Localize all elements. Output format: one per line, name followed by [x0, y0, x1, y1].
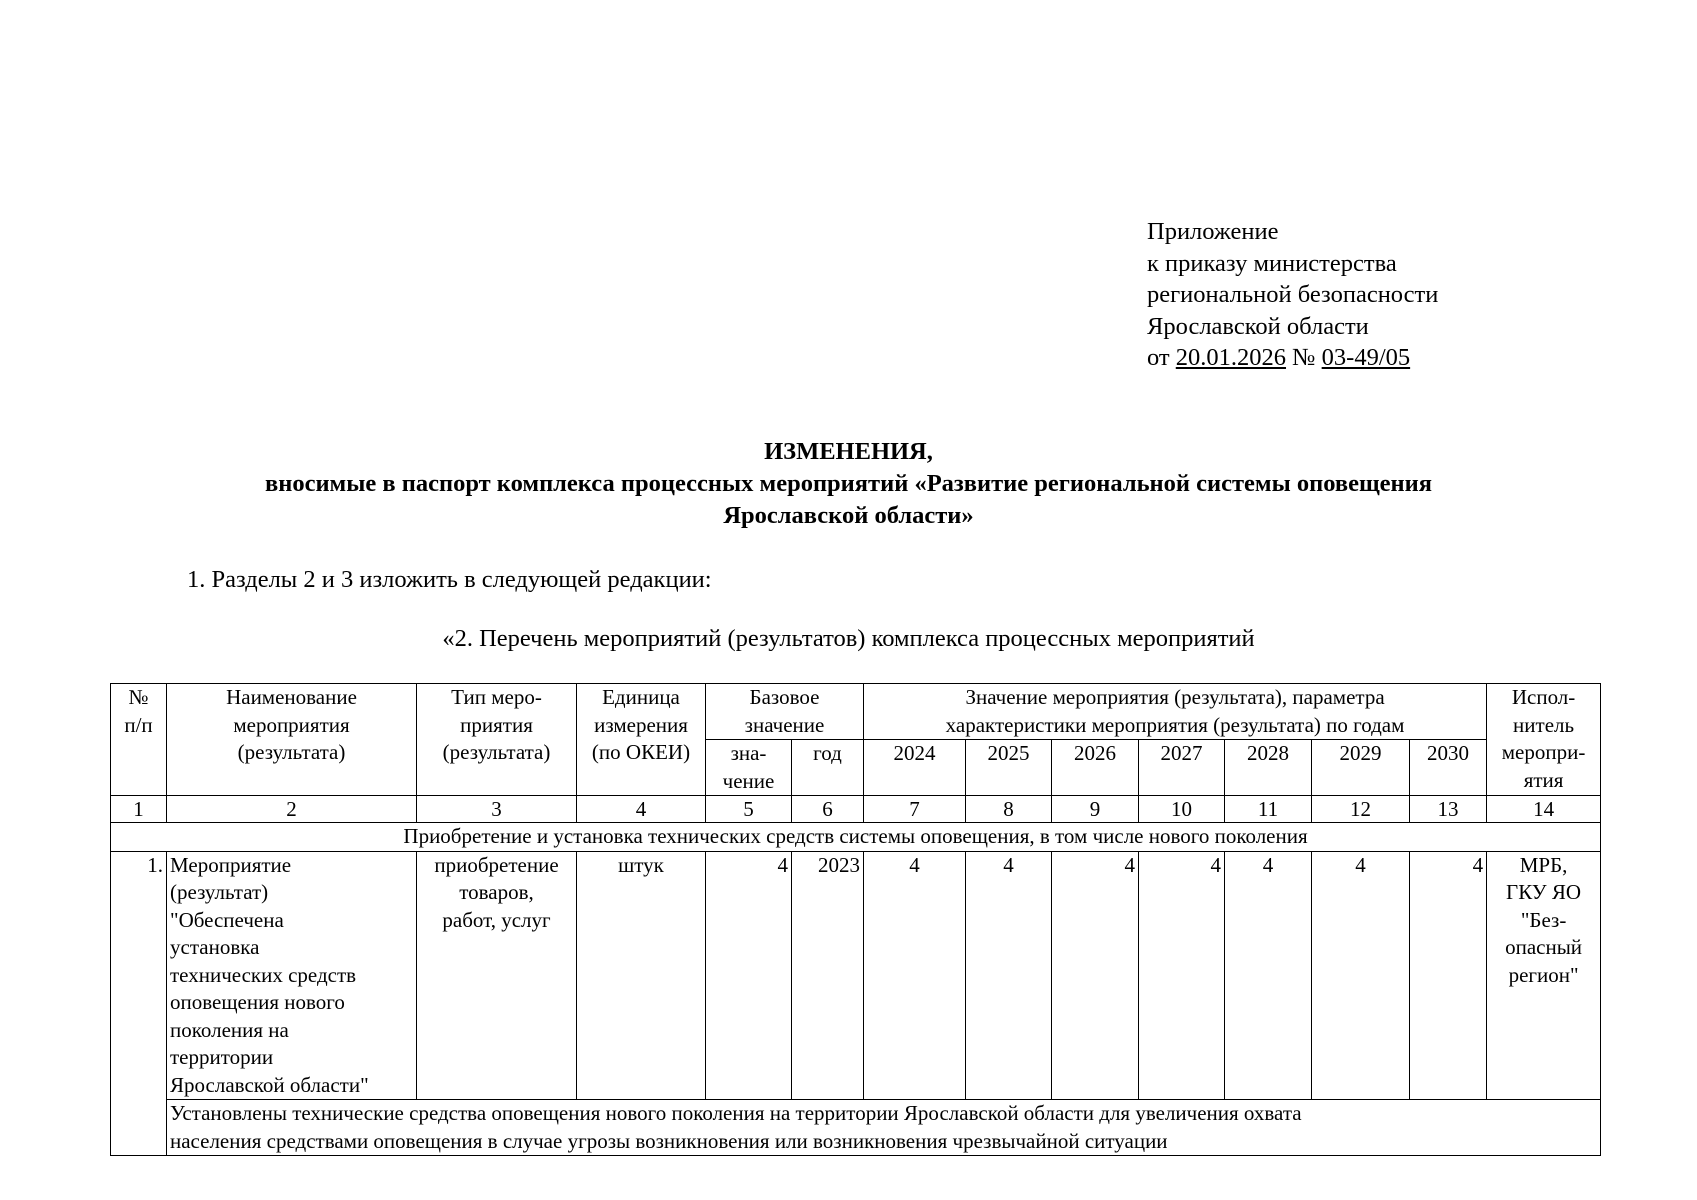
header-unit: Единица измерения (по ОКЕИ) [577, 684, 706, 796]
header-year: 2030 [1410, 740, 1487, 796]
title-line: Ярославской области» [723, 502, 974, 529]
description-row [111, 1100, 1601, 1156]
column-number: 5 [706, 796, 792, 823]
column-number: 7 [864, 796, 966, 823]
measures-table [110, 683, 1601, 1156]
section-row-title: Приобретение и установка технических средств системы оповещения, в том числе нового поколения [111, 823, 1601, 852]
column-number: 1 [111, 796, 167, 823]
header-row [111, 684, 1601, 740]
section-row [111, 823, 1601, 852]
header-name: Наименование мероприятия (результата) [167, 684, 417, 796]
row-base-year: 2023 [792, 851, 864, 1100]
appendix-block [1147, 216, 1438, 374]
row-name: Мероприятие (результат) "Обеспечена установка технических средств оповещения нового поколения на территории Ярославской области" [167, 851, 417, 1100]
row-value: 4 [1139, 851, 1225, 1100]
header-year: 2025 [966, 740, 1052, 796]
row-executor: МРБ, ГКУ ЯО "Без- опасный регион" [1487, 851, 1601, 1100]
appendix-date-line [1147, 342, 1438, 374]
column-number: 13 [1410, 796, 1487, 823]
row-value: 4 [1225, 851, 1312, 1100]
column-number: 8 [966, 796, 1052, 823]
header-base: Базовое значение [706, 684, 864, 740]
header-year: 2029 [1312, 740, 1410, 796]
row-value: 4 [1410, 851, 1487, 1100]
column-number: 11 [1225, 796, 1312, 823]
appendix-line: Приложение [1147, 218, 1279, 245]
appendix-line: региональной безопасности [1147, 281, 1439, 308]
appendix-line: Ярославской области [1147, 312, 1369, 340]
column-number: 4 [577, 796, 706, 823]
column-number: 6 [792, 796, 864, 823]
column-number: 9 [1052, 796, 1139, 823]
row-value: 4 [1312, 851, 1410, 1100]
title-line: вносимые в паспорт комплекса процессных мероприятий «Развитие региональной системы оповещения [264, 470, 1433, 497]
row-number: 1. [111, 851, 167, 1156]
column-number: 2 [167, 796, 417, 823]
row-unit: штук [577, 851, 706, 1100]
order-date: 20.01.2026 [1175, 344, 1287, 371]
row-value: 4 [864, 851, 966, 1100]
column-number: 3 [417, 796, 577, 823]
header-base-year: год [792, 740, 864, 796]
item-1-text: 1. Разделы 2 и 3 изложить в следующей редакции: [187, 566, 712, 593]
row-value: 4 [1052, 851, 1139, 1100]
header-base-value: зна- чение [706, 740, 792, 796]
header-year: 2027 [1139, 740, 1225, 796]
document-title [0, 436, 1697, 532]
row-type: приобретение товаров, работ, услуг [417, 851, 577, 1100]
header-year: 2026 [1052, 740, 1139, 796]
date-prefix: от [1147, 344, 1170, 371]
order-number: 03-49/05 [1321, 344, 1411, 371]
appendix-line: к приказу министерства [1147, 249, 1397, 277]
header-num: № п/п [111, 684, 167, 796]
header-executor: Испол- нитель меропри- ятия [1487, 684, 1601, 796]
table-row [111, 851, 1601, 1100]
header-values: Значение мероприятия (результата), параметра характеристики мероприятия (результата) по годам [864, 684, 1487, 740]
column-number: 14 [1487, 796, 1601, 823]
header-type: Тип меро- приятия (результата) [417, 684, 577, 796]
column-number: 12 [1312, 796, 1410, 823]
section-title: «2. Перечень мероприятий (результатов) комплекса процессных мероприятий [442, 625, 1255, 652]
title-heading: ИЗМЕНЕНИЯ, [764, 438, 933, 465]
number-sign: № [1292, 344, 1316, 371]
row-description: Установлены технические средства оповещения нового поколения на территории Ярославской области для увеличения охвата населения средствами оповещения в случае угрозы возникновения или возникновения чрезвычайной ситуации [167, 1100, 1601, 1156]
header-year: 2028 [1225, 740, 1312, 796]
column-number-row [111, 796, 1601, 823]
row-value: 4 [966, 851, 1052, 1100]
row-base-value: 4 [706, 851, 792, 1100]
header-year: 2024 [864, 740, 966, 796]
column-number: 10 [1139, 796, 1225, 823]
